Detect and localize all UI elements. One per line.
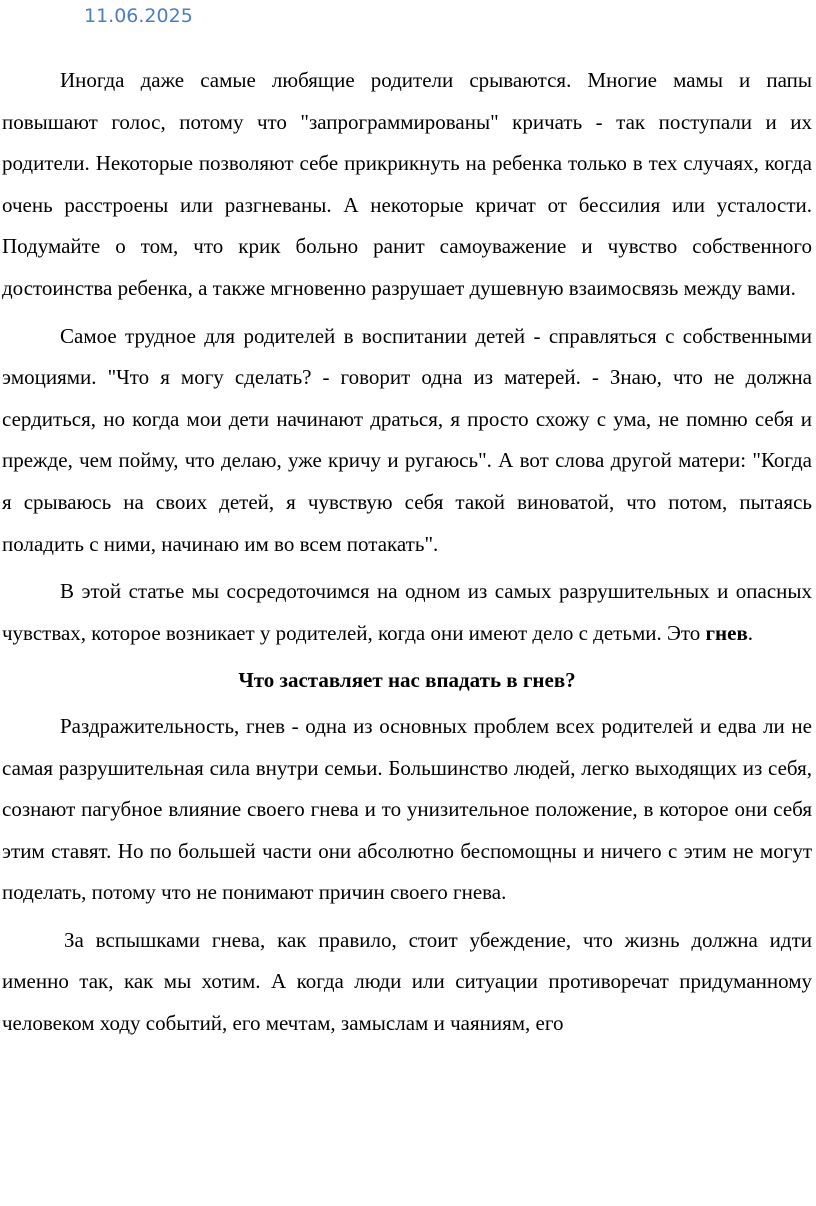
paragraph-3 <box>2 571 812 654</box>
section-heading: Что заставляет нас впадать в гнев? <box>238 668 576 693</box>
document-body <box>2 60 812 1051</box>
document-date: 11.06.2025 <box>84 5 193 27</box>
paragraph-2: Самое трудное для родителей в воспитании детей - справляться с собственными эмоциями. "Что я могу сделать? - говорит одна из матерей. - Знаю, что не должна сердиться, но когда мои дети начинают драться, я просто схожу с ума, не помню себя и прежде, чем пойму, что делаю, уже кричу и ругаюсь". А вот слова другой матери: "Когда я срываюсь на своих детей, я чувствую себя такой виноватой, что потом, пытаясь поладить с ними, начинаю им во всем потакать". <box>2 323 812 556</box>
paragraph-3-bold-word: гнев <box>705 620 748 645</box>
paragraph-3-end: . <box>747 620 754 645</box>
paragraph-4: Раздражительность, гнев - одна из основных проблем всех родителей и едва ли не самая разрушительная сила внутри семьи. Большинство людей, легко выходящих из себя, сознают пагубное влияние своего гнева и то унизительное положение, в которое они себя этим ставят. Но по большей части они абсолютно беспомощны и ничего с этим не могут поделать, потому что не понимают причин своего гнева. <box>2 713 812 905</box>
paragraph-1: Иногда даже самые любящие родители срываются. Многие мамы и папы повышают голос, потому что "запрограммированы" кричать - так поступали и их родители. Некоторые позволяют себе прикрикнуть на ребенка только в тех случаях, когда очень расстроены или разгневаны. А некоторые кричат от бессилия или усталости. Подумайте о том, что крик больно ранит самоуважение и чувство собственного достоинства ребенка, а также мгновенно разрушает душевную взаимосвязь между вами. <box>2 68 812 300</box>
paragraph-5: За вспышками гнева, как правило, стоит убеждение, что жизнь должна идти именно так, как мы хотим. А когда люди или ситуации противоречат придуманному человеком ходу событий, его мечтам, замыслам и чаяниям, его <box>2 927 812 1036</box>
paragraph-3-text: В этой статье мы сосредоточимся на одном из самых разрушительных и опасных чувствах, которое возникает у родителей, когда они имеют дело с детьми. Это <box>2 579 812 645</box>
